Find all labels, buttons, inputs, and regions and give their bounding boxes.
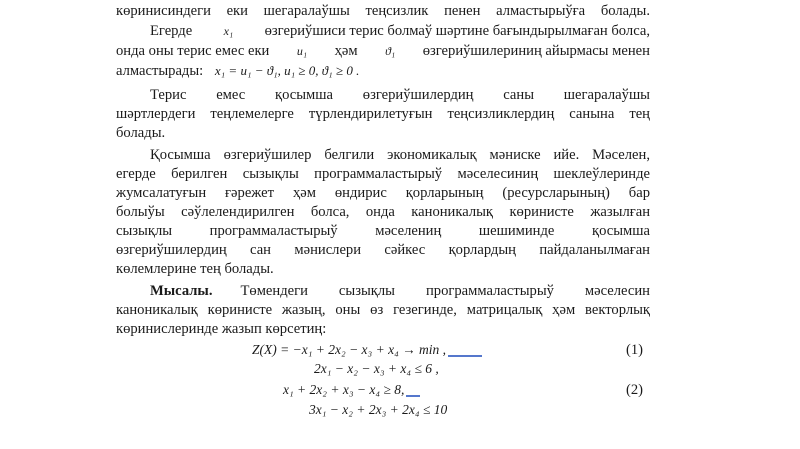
equation-number-1: (1) <box>626 342 644 358</box>
paragraph-line-13: өзгериўшилердиң сан мәнислери сәйкес қорлардың пайдаланылмаған <box>116 242 650 258</box>
paragraph-line-15: Мысалы. Төмендеги сызықлы программаластырыў мәселесин <box>150 283 650 299</box>
equation-constraint-1: 2x₁ − x₂ − x₃ + x₄ ≤ 6 , <box>314 361 439 376</box>
paragraph-line-7: болады. <box>116 125 166 141</box>
paragraph-line-1: көриниcиндеги еки шегаралаўшы теңсизлик пенен алмастырыўға болады. <box>116 3 650 19</box>
paragraph-line-4: алмастырады: x₁ = u₁ − ϑ₁, u₁ ≥ 0, ϑ₁ ≥ 0 . <box>116 63 360 79</box>
underline-mark <box>448 355 482 357</box>
paragraph-line-9: егерде берилген сызықлы программаластырыў мәселесиниң шеклеўлеринде <box>116 166 650 182</box>
paragraph-line-3: онда оны терис емес еки u₁ ҳәм ϑ₁ өзгериўшилериниң айырмасы менен <box>116 43 650 59</box>
paragraph-line-14: көлемлерине тең болады. <box>116 261 274 277</box>
example-heading: Мысалы. <box>150 283 213 299</box>
equation-objective: Z(X) = −x₁ + 2x₂ − x₃ + x₄ → min , <box>252 342 482 358</box>
paragraph-line-10: жумсалатуғын ғәрежет ҳәм өндирис қорларының (ресурсларының) бар <box>116 185 650 201</box>
equation-number-2: (2) <box>626 382 644 398</box>
math-x1: x₁ <box>223 24 234 38</box>
paragraph-line-12: сызықлы программаластырыў мәселениң шешиминде қосымша <box>116 223 650 239</box>
paragraph-line-17: көриниcлеринде жазып көрсетиң: <box>116 321 327 337</box>
equation-constraint-3: 3x₁ − x₂ + 2x₃ + 2x₄ ≤ 10 <box>309 402 448 417</box>
math-substitution: x₁ = u₁ − ϑ₁, u₁ ≥ 0, ϑ₁ ≥ 0 . <box>214 63 360 78</box>
math-theta1: ϑ₁ <box>385 44 396 58</box>
paragraph-line-6: шәртлердеги теңлемелерге түрлендирилетуғын теңсизликлердиң санына тең <box>116 106 650 122</box>
paragraph-line-8: Қосымша өзгериўшилер белгили экономикалық мәниске ийе. Мәселен, <box>150 147 650 163</box>
math-u1: u₁ <box>296 44 308 58</box>
paragraph-line-5: Терис емес қосымша өзгериўшилердиң саны шегаралаўшы <box>150 87 650 103</box>
paragraph-line-11: болыўы сәўлелендирилген болса, онда каноникалық көриниcте жазылған <box>116 204 650 220</box>
paragraph-line-16: каноникалық көриниcте жазың, оны өз гезегинде, матрицалық ҳәм векторлық <box>116 302 650 318</box>
paragraph-line-2: Егерде x₁ өзгериўшиси терис болмаў шәртине бағындырылмаған болса, <box>150 23 650 39</box>
underline-mark <box>406 395 420 397</box>
equation-constraint-2: x₁ + 2x₂ + x₃ − x₄ ≥ 8, <box>283 382 420 398</box>
